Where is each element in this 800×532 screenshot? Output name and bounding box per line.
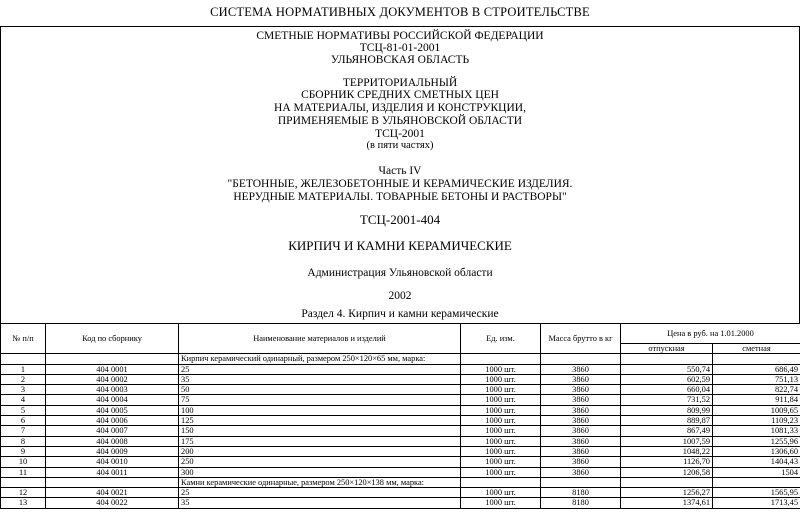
part-title-1: "БЕТОННЫЕ, ЖЕЛЕЗОБЕТОННЫЕ И КЕРАМИЧЕСКИЕ ИЗДЕЛИЯ. xyxy=(227,178,573,190)
row-number: 6 xyxy=(1,416,46,426)
collection-line-4: ПРИМЕНЯЕМЫЕ В УЛЬЯНОВСКОЙ ОБЛАСТИ xyxy=(277,115,523,127)
empty-cell xyxy=(621,477,713,487)
row-code: 404 0004 xyxy=(46,395,179,405)
empty-cell xyxy=(713,477,800,487)
part-title-2: НЕРУДНЫЕ МАТЕРИАЛЫ. ТОВАРНЫЕ БЕТОНЫ И РАСТВОРЫ" xyxy=(233,191,567,203)
row-unit: 1000 шт. xyxy=(461,446,541,456)
row-name: 200 xyxy=(179,446,461,456)
row-name: 300 xyxy=(179,467,461,477)
empty-cell xyxy=(461,477,541,487)
row-price-estimate: 1109,23 xyxy=(713,416,800,426)
row-number: 13 xyxy=(1,498,46,508)
row-code: 404 0021 xyxy=(46,488,179,498)
row-number: 2 xyxy=(1,374,46,384)
row-name: 175 xyxy=(179,436,461,446)
row-unit: 1000 шт. xyxy=(461,488,541,498)
header-unit: Ед. изм. xyxy=(461,324,541,354)
row-code: 404 0005 xyxy=(46,405,179,415)
table-row xyxy=(1,488,800,498)
row-price-estimate: 1713,45 xyxy=(713,498,800,508)
empty-cell xyxy=(1,354,46,364)
row-mass: 3860 xyxy=(541,405,621,415)
table-body xyxy=(1,354,800,508)
row-name: 125 xyxy=(179,416,461,426)
empty-cell xyxy=(461,354,541,364)
row-mass: 8180 xyxy=(541,498,621,508)
table-row xyxy=(1,416,800,426)
norms-title: СМЕТНЫЕ НОРМАТИВЫ РОССИЙСКОЙ ФЕДЕРАЦИИ xyxy=(256,30,544,42)
group-title: Кирпич керамический одинарный, размером 250×120×65 мм, марка: xyxy=(179,354,461,364)
table-row xyxy=(1,364,800,374)
row-code: 404 0006 xyxy=(46,416,179,426)
row-name: 75 xyxy=(179,395,461,405)
row-mass: 3860 xyxy=(541,385,621,395)
part-number: Часть IV xyxy=(378,165,422,177)
row-name: 35 xyxy=(179,498,461,508)
row-code: 404 0022 xyxy=(46,498,179,508)
row-number: 5 xyxy=(1,405,46,415)
row-mass: 3860 xyxy=(541,395,621,405)
row-code: 404 0011 xyxy=(46,467,179,477)
row-number: 11 xyxy=(1,467,46,477)
row-code: 404 0008 xyxy=(46,436,179,446)
row-code: 404 0002 xyxy=(46,374,179,384)
row-price-release: 867,49 xyxy=(621,426,713,436)
row-price-estimate: 1404,43 xyxy=(713,457,800,467)
row-mass: 3860 xyxy=(541,467,621,477)
row-unit: 1000 шт. xyxy=(461,385,541,395)
row-price-release: 1256,27 xyxy=(621,488,713,498)
row-price-estimate: 686,49 xyxy=(713,364,800,374)
row-price-release: 809,99 xyxy=(621,405,713,415)
table-row xyxy=(1,385,800,395)
row-code: 404 0010 xyxy=(46,457,179,467)
row-mass: 3860 xyxy=(541,416,621,426)
table-row xyxy=(1,457,800,467)
row-unit: 1000 шт. xyxy=(461,416,541,426)
group-header-row xyxy=(1,477,800,487)
empty-cell xyxy=(46,477,179,487)
tsc-code: ТСЦ-81-01-2001 xyxy=(359,42,441,54)
row-mass: 8180 xyxy=(541,488,621,498)
row-mass: 3860 xyxy=(541,457,621,467)
table-row xyxy=(1,374,800,384)
table-row xyxy=(1,426,800,436)
table-row xyxy=(1,498,800,508)
row-mass: 3860 xyxy=(541,426,621,436)
header-num: № п/п xyxy=(1,324,46,354)
header-price-release: отпускная xyxy=(621,344,713,354)
row-price-estimate: 1504 xyxy=(713,467,800,477)
row-code: 404 0007 xyxy=(46,426,179,436)
row-price-estimate: 911,84 xyxy=(713,395,800,405)
header-mass: Масса брутто в кг xyxy=(541,324,621,354)
row-price-estimate: 751,13 xyxy=(713,374,800,384)
row-code: 404 0009 xyxy=(46,446,179,456)
table-row xyxy=(1,467,800,477)
row-name: 35 xyxy=(179,374,461,384)
price-table xyxy=(0,323,800,509)
administration: Администрация Ульяновской области xyxy=(307,267,493,279)
row-name: 25 xyxy=(179,364,461,374)
table-row xyxy=(1,395,800,405)
row-unit: 1000 шт. xyxy=(461,426,541,436)
row-price-release: 1126,70 xyxy=(621,457,713,467)
row-name: 50 xyxy=(179,385,461,395)
row-mass: 3860 xyxy=(541,364,621,374)
row-unit: 1000 шт. xyxy=(461,374,541,384)
row-mass: 3860 xyxy=(541,446,621,456)
row-number: 3 xyxy=(1,385,46,395)
row-price-release: 1206,58 xyxy=(621,467,713,477)
table-row xyxy=(1,436,800,446)
empty-cell xyxy=(713,354,800,364)
division-title: Раздел 4. Кирпич и камни керамические xyxy=(301,308,499,320)
row-number: 1 xyxy=(1,364,46,374)
row-price-estimate: 1081,33 xyxy=(713,426,800,436)
collection-code: ТСЦ-2001 xyxy=(375,128,425,140)
row-code: 404 0001 xyxy=(46,364,179,374)
row-number: 9 xyxy=(1,446,46,456)
header-price-estimate: сметная xyxy=(713,344,800,354)
collection-line-2: СБОРНИК СРЕДНИХ СМЕТНЫХ ЦЕН xyxy=(301,89,499,101)
row-unit: 1000 шт. xyxy=(461,405,541,415)
row-price-release: 660,04 xyxy=(621,385,713,395)
row-price-estimate: 822,74 xyxy=(713,385,800,395)
section-title: КИРПИЧ И КАМНИ КЕРАМИЧЕСКИЕ xyxy=(288,238,512,253)
row-price-release: 1048,22 xyxy=(621,446,713,456)
region: УЛЬЯНОВСКАЯ ОБЛАСТЬ xyxy=(330,54,470,66)
row-price-estimate: 1306,60 xyxy=(713,446,800,456)
year: 2002 xyxy=(388,290,412,302)
row-number: 4 xyxy=(1,395,46,405)
row-mass: 3860 xyxy=(541,436,621,446)
row-price-release: 731,52 xyxy=(621,395,713,405)
header-code: Код по сборнику xyxy=(46,324,179,354)
row-name: 250 xyxy=(179,457,461,467)
row-number: 10 xyxy=(1,457,46,467)
row-price-estimate: 1565,95 xyxy=(713,488,800,498)
row-unit: 1000 шт. xyxy=(461,457,541,467)
row-unit: 1000 шт. xyxy=(461,436,541,446)
row-price-release: 1374,61 xyxy=(621,498,713,508)
header-price: Цена в руб. на 1.01.2000 xyxy=(621,324,800,344)
row-price-release: 550,74 xyxy=(621,364,713,374)
row-price-estimate: 1255,96 xyxy=(713,436,800,446)
group-title: Камни керамические одинарные, размером 250×120×138 мм, марка: xyxy=(179,477,461,487)
system-header: СИСТЕМА НОРМАТИВНЫХ ДОКУМЕНТОВ В СТРОИТЕЛЬСТВЕ xyxy=(0,0,800,27)
row-name: 25 xyxy=(179,488,461,498)
row-price-estimate: 1009,65 xyxy=(713,405,800,415)
row-unit: 1000 шт. xyxy=(461,364,541,374)
row-number: 12 xyxy=(1,488,46,498)
group-header-row xyxy=(1,354,800,364)
table-row xyxy=(1,446,800,456)
collection-line-3: НА МАТЕРИАЛЫ, ИЗДЕЛИЯ И КОНСТРУКЦИИ, xyxy=(274,102,526,114)
row-number: 7 xyxy=(1,426,46,436)
row-name: 100 xyxy=(179,405,461,415)
empty-cell xyxy=(46,354,179,364)
empty-cell xyxy=(621,354,713,364)
row-name: 150 xyxy=(179,426,461,436)
row-price-release: 602,59 xyxy=(621,374,713,384)
row-unit: 1000 шт. xyxy=(461,498,541,508)
empty-cell xyxy=(541,354,621,364)
parts-note: (в пяти частях) xyxy=(366,140,434,151)
header-name: Наименование материалов и изделий xyxy=(179,324,461,354)
row-unit: 1000 шт. xyxy=(461,467,541,477)
row-price-release: 1007,59 xyxy=(621,436,713,446)
table-row xyxy=(1,405,800,415)
row-price-release: 889,87 xyxy=(621,416,713,426)
section-code: ТСЦ-2001-404 xyxy=(359,212,441,227)
row-unit: 1000 шт. xyxy=(461,395,541,405)
row-mass: 3860 xyxy=(541,374,621,384)
row-code: 404 0003 xyxy=(46,385,179,395)
empty-cell xyxy=(541,477,621,487)
collection-line-1: ТЕРРИТОРИАЛЬНЫЙ xyxy=(342,77,458,89)
row-number: 8 xyxy=(1,436,46,446)
empty-cell xyxy=(1,477,46,487)
